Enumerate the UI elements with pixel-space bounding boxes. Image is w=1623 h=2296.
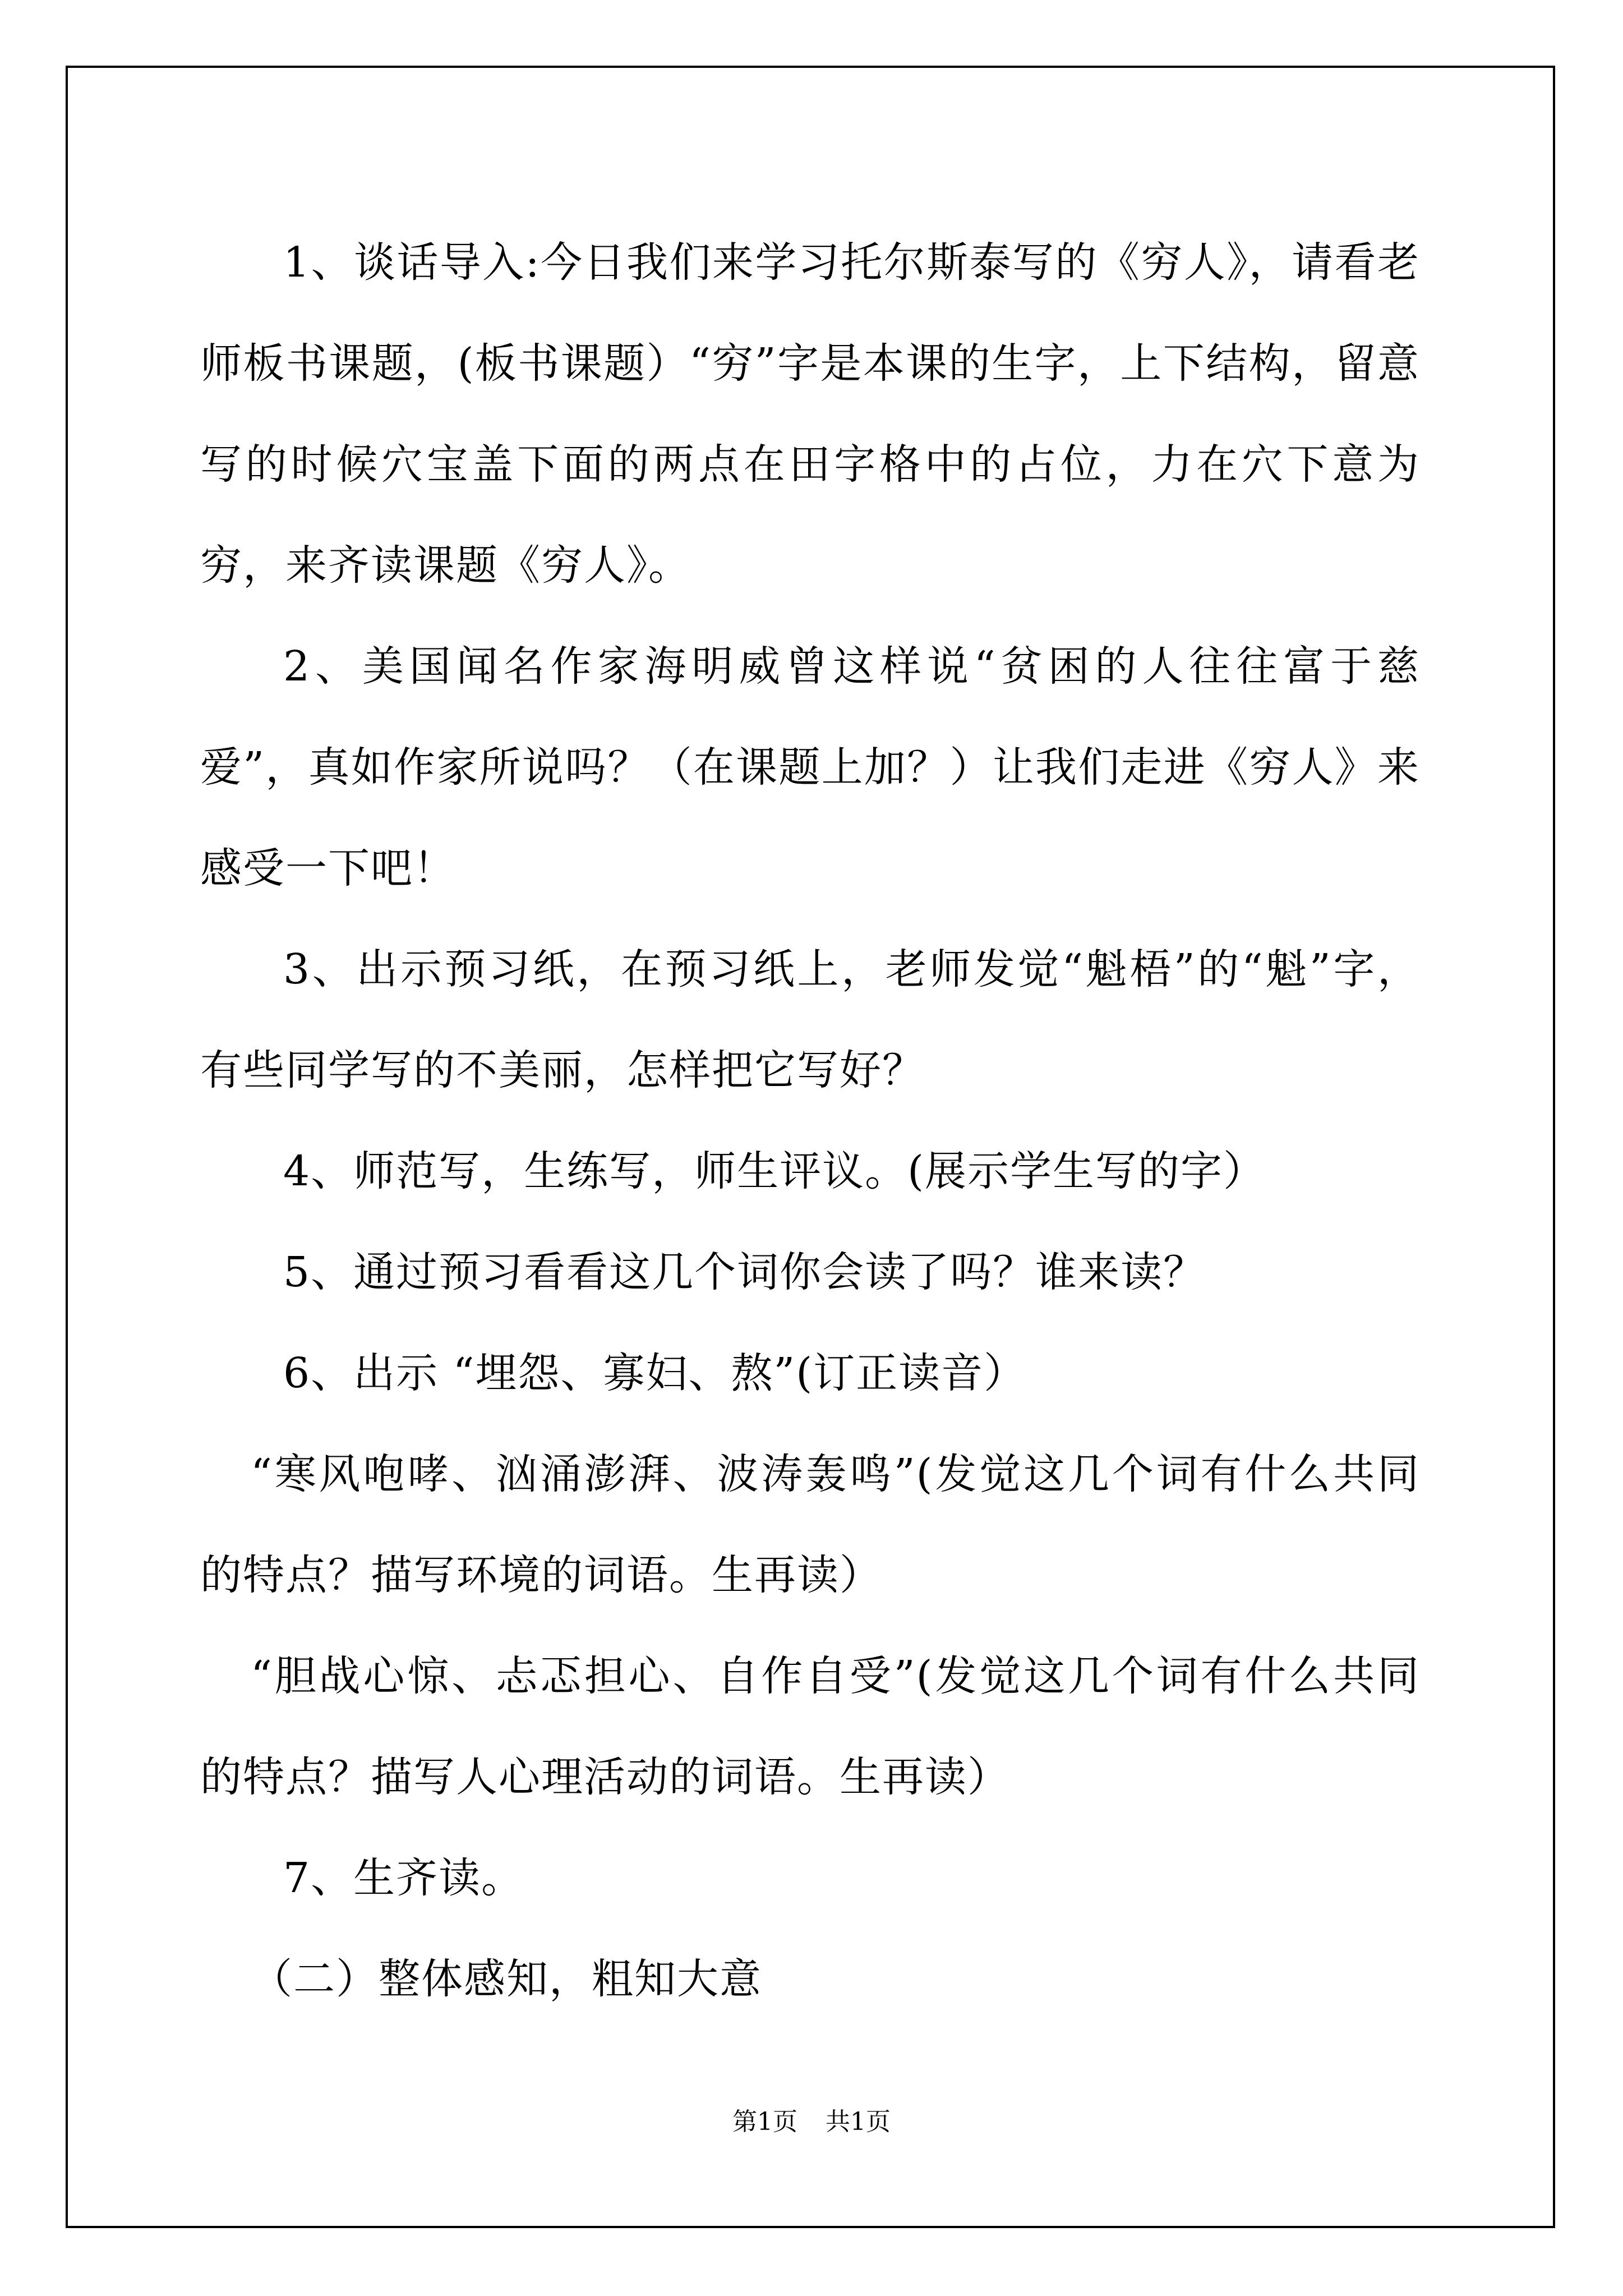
paragraph-6: 6、出示 “埋怨、寡妇、熬”(订正读音） <box>283 1349 1027 1397</box>
paragraph-1: 1、谈话导入:今日我们来学习托尔斯泰写的《穷人》，请看老师板书课题，(板书课题）“穷”字是本课的生字，上下结构，留意写的时候穴宝盖下面的两点在田字格中的占位，力在穴下意为穷，来齐读课题《穷人》。 <box>200 238 1420 590</box>
paragraph-5: 5、通过预习看看这几个词你会读了吗？谁来读？ <box>283 1248 1206 1296</box>
paragraph-10: （二）整体感知，粗知大意 <box>251 1955 762 2003</box>
paragraph-8: “胆战心惊、忐忑担心、自作自受”(发觉这几个词有什么共同的特点？描写人心理活动的词语。生再读） <box>200 1652 1420 1801</box>
paragraph-3: 3、出示预习纸，在预习纸上，老师发觉“魁梧”的“魁”字，有些同学写的不美丽，怎样把它写好？ <box>200 945 1420 1094</box>
paragraph-2: 2、美国闻名作家海明威曾这样说“贫困的人往往富于慈爱”，真如作家所说吗？（在课题上加？）让我们走进《穷人》来感受一下吧！ <box>200 642 1420 892</box>
page-total: 共1页 <box>826 2108 891 2136</box>
document-body <box>200 212 1420 2030</box>
page-footer <box>0 2101 1623 2137</box>
paragraph-7: “寒风咆哮、汹涌澎湃、波涛轰鸣”(发觉这几个词有什么共同的特点？描写环境的词语。生再读） <box>200 1450 1420 1599</box>
page-number: 第1页 <box>732 2108 797 2136</box>
paragraph-9: 7、生齐读。 <box>283 1854 524 1902</box>
paragraph-4: 4、师范写，生练写，师生评议。(展示学生写的字） <box>283 1147 1266 1195</box>
